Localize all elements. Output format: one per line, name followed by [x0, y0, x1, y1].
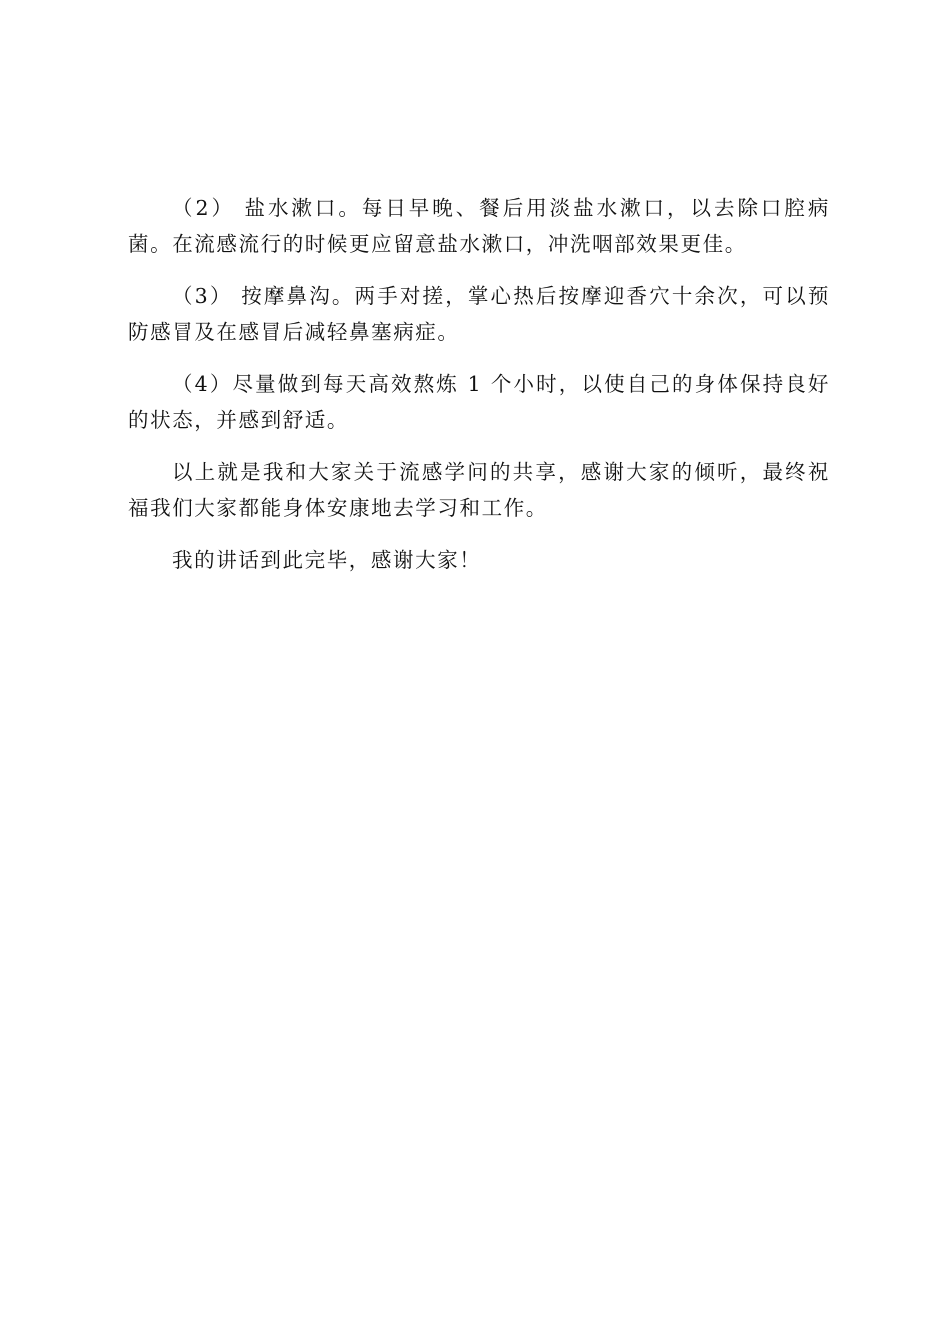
paragraph-speech-end: 我的讲话到此完毕，感谢大家！ [172, 548, 482, 572]
document-body [128, 190, 830, 594]
paragraph-saltwater-gargle: （2） 盐水漱口。每日早晚、餐后用淡盐水漱口，以去除口腔病菌。在流感流行的时候更应留意盐水漱口，冲洗咽部效果更佳。 [128, 196, 830, 256]
paragraph-closing-thanks: 以上就是我和大家关于流感学问的共享，感谢大家的倾听，最终祝福我们大家都能身体安康地去学习和工作。 [128, 460, 830, 520]
paragraph-nose-massage: （3） 按摩鼻沟。两手对搓，掌心热后按摩迎香穴十余次，可以预防感冒及在感冒后减轻鼻塞病症。 [128, 284, 830, 344]
paragraph-daily-exercise: （4）尽量做到每天高效熬炼 1 个小时，以使自己的身体保持良好的状态，并感到舒适。 [128, 372, 830, 432]
